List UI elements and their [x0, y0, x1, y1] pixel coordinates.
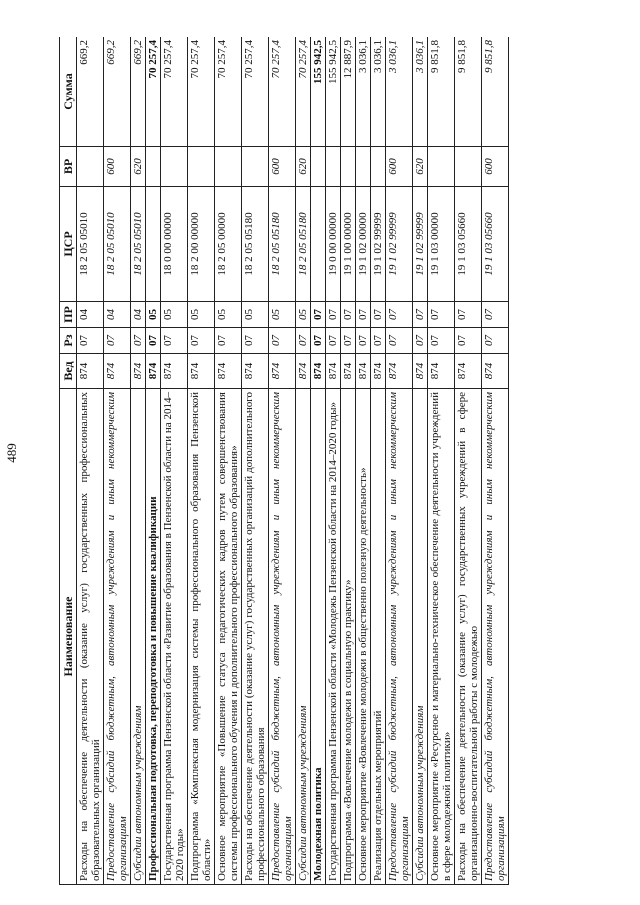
page-number-text: 489 [4, 442, 19, 463]
cell-sum: 9 851,8 [482, 37, 509, 147]
cell-csr: 19 1 02 99999 [386, 187, 413, 302]
table-row [311, 37, 326, 885]
cell-ved: 874 [215, 354, 242, 389]
cell-csr: 18 2 05 05010 [104, 187, 131, 302]
cell-pr: 04 [131, 302, 146, 328]
cell-csr: 19 1 03 05660 [482, 187, 509, 302]
cell-csr: 18 2 05 05010 [131, 187, 146, 302]
cell-pr: 07 [413, 302, 428, 328]
cell-ved: 874 [341, 354, 356, 389]
cell-name: Основное мероприятие «Вовлечение молодежи в общественно полезную деятельность» [356, 389, 371, 885]
cell-csr: 19 1 03 05660 [455, 187, 482, 302]
cell-vr [161, 147, 188, 187]
cell-vr [77, 147, 104, 187]
cell-csr: 19 0 00 00000 [326, 187, 341, 302]
header-csr: ЦСР [60, 187, 77, 302]
cell-csr [311, 187, 326, 302]
cell-pr: 07 [455, 302, 482, 328]
table-row [371, 37, 386, 885]
cell-ved: 874 [131, 354, 146, 389]
cell-vr [188, 147, 215, 187]
cell-name: Государственная программа Пензенской области «Развитие образования в Пензенской области на 2014–2020 годы» [161, 389, 188, 885]
cell-sum: 3 036,1 [371, 37, 386, 147]
page-number [0, 0, 24, 905]
table-row [161, 37, 188, 885]
cell-rz: 07 [326, 328, 341, 354]
table-row [242, 37, 269, 885]
cell-csr: 18 2 05 00000 [215, 187, 242, 302]
cell-sum: 12 887,9 [341, 37, 356, 147]
cell-pr: 05 [242, 302, 269, 328]
cell-ved: 874 [371, 354, 386, 389]
cell-csr: 19 1 02 00000 [356, 187, 371, 302]
table-row [77, 37, 104, 885]
cell-name: Расходы на обеспечение деятельности (оказание услуг) государственных профессиональных образовательных организаций [77, 389, 104, 885]
cell-rz: 07 [455, 328, 482, 354]
table-row [428, 37, 455, 885]
budget-table [59, 37, 509, 885]
cell-csr: 19 1 02 99999 [371, 187, 386, 302]
cell-pr: 05 [188, 302, 215, 328]
cell-csr: 18 2 05 05180 [242, 187, 269, 302]
cell-ved: 874 [326, 354, 341, 389]
table-body [77, 37, 509, 885]
cell-rz: 07 [215, 328, 242, 354]
cell-pr: 05 [161, 302, 188, 328]
cell-vr [242, 147, 269, 187]
cell-vr: 600 [482, 147, 509, 187]
cell-csr: 19 1 02 99999 [413, 187, 428, 302]
cell-rz: 07 [356, 328, 371, 354]
cell-ved: 874 [188, 354, 215, 389]
cell-pr: 07 [341, 302, 356, 328]
cell-name: Субсидии автономным учреждениям [131, 389, 146, 885]
cell-sum: 70 257,4 [188, 37, 215, 147]
cell-rz: 07 [482, 328, 509, 354]
cell-vr: 600 [104, 147, 131, 187]
table-row [386, 37, 413, 885]
cell-ved: 874 [242, 354, 269, 389]
table-row [215, 37, 242, 885]
cell-rz: 07 [188, 328, 215, 354]
cell-sum: 155 942,5 [326, 37, 341, 147]
cell-vr [146, 147, 161, 187]
cell-vr: 600 [269, 147, 296, 187]
cell-sum: 155 942,5 [311, 37, 326, 147]
cell-pr: 05 [215, 302, 242, 328]
cell-name: Предоставление субсидий бюджетным, автономным учреждениям и иным некоммерческим организациям [104, 389, 131, 885]
cell-vr: 620 [296, 147, 311, 187]
cell-name: Государственная программа Пензенской области «Молодежь Пензенской области на 2014–2020 годы» [326, 389, 341, 885]
table-row [482, 37, 509, 885]
table-row [131, 37, 146, 885]
cell-rz: 07 [161, 328, 188, 354]
cell-sum: 70 257,4 [269, 37, 296, 147]
cell-pr: 07 [326, 302, 341, 328]
cell-name: Реализация отдельных мероприятий [371, 389, 386, 885]
header-rz: Рз [60, 328, 77, 354]
cell-rz: 07 [296, 328, 311, 354]
rotated-page [59, 37, 604, 885]
cell-rz: 07 [413, 328, 428, 354]
cell-vr [311, 147, 326, 187]
cell-name: Предоставление субсидий бюджетным, автономным учреждениям и иным некоммерческим организациям [482, 389, 509, 885]
cell-rz: 07 [269, 328, 296, 354]
cell-sum: 70 257,4 [296, 37, 311, 147]
cell-sum: 9 851,8 [455, 37, 482, 147]
cell-name: Субсидии автономным учреждениям [296, 389, 311, 885]
cell-csr: 18 0 00 00000 [161, 187, 188, 302]
table-row [455, 37, 482, 885]
cell-ved: 874 [356, 354, 371, 389]
cell-name: Молодежная политика [311, 389, 326, 885]
cell-pr: 07 [482, 302, 509, 328]
cell-sum: 70 257,4 [146, 37, 161, 147]
cell-sum: 70 257,4 [242, 37, 269, 147]
cell-ved: 874 [296, 354, 311, 389]
cell-sum: 9 851,8 [428, 37, 455, 147]
cell-rz: 07 [341, 328, 356, 354]
cell-pr: 04 [104, 302, 131, 328]
cell-ved: 874 [386, 354, 413, 389]
rotated-content [59, 37, 604, 885]
cell-rz: 07 [104, 328, 131, 354]
cell-ved: 874 [482, 354, 509, 389]
table-row [188, 37, 215, 885]
cell-csr: 18 2 05 05010 [77, 187, 104, 302]
cell-rz: 07 [311, 328, 326, 354]
cell-vr: 620 [131, 147, 146, 187]
cell-rz: 07 [242, 328, 269, 354]
cell-sum: 669,2 [104, 37, 131, 147]
cell-ved: 874 [269, 354, 296, 389]
cell-vr [215, 147, 242, 187]
cell-pr: 04 [77, 302, 104, 328]
cell-sum: 669,2 [77, 37, 104, 147]
cell-csr [146, 187, 161, 302]
cell-csr: 19 1 00 00000 [341, 187, 356, 302]
cell-csr: 18 2 00 00000 [188, 187, 215, 302]
cell-ved: 874 [146, 354, 161, 389]
cell-name: Основное мероприятие «Ресурсное и материально-техническое обеспечение деятельности учреждений в сфере молодежной политики» [428, 389, 455, 885]
cell-ved: 874 [161, 354, 188, 389]
header-pr: ПР [60, 302, 77, 328]
table-row [269, 37, 296, 885]
cell-rz: 07 [77, 328, 104, 354]
cell-pr: 07 [356, 302, 371, 328]
header-sum: Сумма [60, 37, 77, 147]
cell-name: Субсидии автономным учреждениям [413, 389, 428, 885]
table-row [326, 37, 341, 885]
cell-pr: 07 [386, 302, 413, 328]
cell-ved: 874 [428, 354, 455, 389]
cell-sum: 70 257,4 [161, 37, 188, 147]
table-row [296, 37, 311, 885]
cell-name: Расходы на обеспечение деятельности (оказание услуг) государственных организаций дополнительного профессионального образования [242, 389, 269, 885]
cell-sum: 3 036,1 [356, 37, 371, 147]
cell-rz: 07 [131, 328, 146, 354]
cell-sum: 3 036,1 [386, 37, 413, 147]
table-row [356, 37, 371, 885]
cell-pr: 05 [146, 302, 161, 328]
header-vr: ВР [60, 147, 77, 187]
cell-pr: 05 [296, 302, 311, 328]
cell-ved: 874 [104, 354, 131, 389]
table-row [104, 37, 131, 885]
cell-name: Расходы на обеспечение деятельности (оказание услуг) государственных учреждений в сфере организационно-воспитательной работы с молодежью [455, 389, 482, 885]
cell-ved: 874 [311, 354, 326, 389]
cell-vr [326, 147, 341, 187]
cell-csr: 18 2 05 05180 [269, 187, 296, 302]
cell-ved: 874 [77, 354, 104, 389]
cell-vr: 600 [386, 147, 413, 187]
cell-vr: 620 [413, 147, 428, 187]
table-row [413, 37, 428, 885]
cell-csr: 18 2 05 05180 [296, 187, 311, 302]
cell-pr: 05 [269, 302, 296, 328]
cell-ved: 874 [413, 354, 428, 389]
cell-pr: 07 [428, 302, 455, 328]
cell-name: Подпрограмма «Комплексная модернизация системы профессионального образования Пензенской области» [188, 389, 215, 885]
header-name: Наименование [60, 389, 77, 885]
cell-sum: 669,2 [131, 37, 146, 147]
cell-rz: 07 [146, 328, 161, 354]
cell-vr [341, 147, 356, 187]
cell-name: Предоставление субсидий бюджетным, автономным учреждениям и иным некоммерческим организациям [386, 389, 413, 885]
table-header-row [60, 37, 77, 885]
cell-name: Предоставление субсидий бюджетным, автономным учреждениям и иным некоммерческим организациям [269, 389, 296, 885]
cell-vr [455, 147, 482, 187]
cell-rz: 07 [386, 328, 413, 354]
cell-csr: 19 1 03 00000 [428, 187, 455, 302]
cell-rz: 07 [371, 328, 386, 354]
cell-sum: 3 036,1 [413, 37, 428, 147]
cell-vr [356, 147, 371, 187]
cell-pr: 07 [311, 302, 326, 328]
cell-vr [428, 147, 455, 187]
table-row [146, 37, 161, 885]
cell-sum: 70 257,4 [215, 37, 242, 147]
cell-pr: 07 [371, 302, 386, 328]
cell-name: Подпрограмма «Вовлечение молодежи в социальную практику» [341, 389, 356, 885]
cell-vr [371, 147, 386, 187]
cell-ved: 874 [455, 354, 482, 389]
cell-name: Профессиональная подготовка, переподготовка и повышение квалификации [146, 389, 161, 885]
cell-rz: 07 [428, 328, 455, 354]
cell-name: Основное мероприятие «Повышение статуса педагогических кадров путем совершенствования системы профессионального обучения и дополнительного профессионального образования» [215, 389, 242, 885]
table-row [341, 37, 356, 885]
header-ved: Вед [60, 354, 77, 389]
